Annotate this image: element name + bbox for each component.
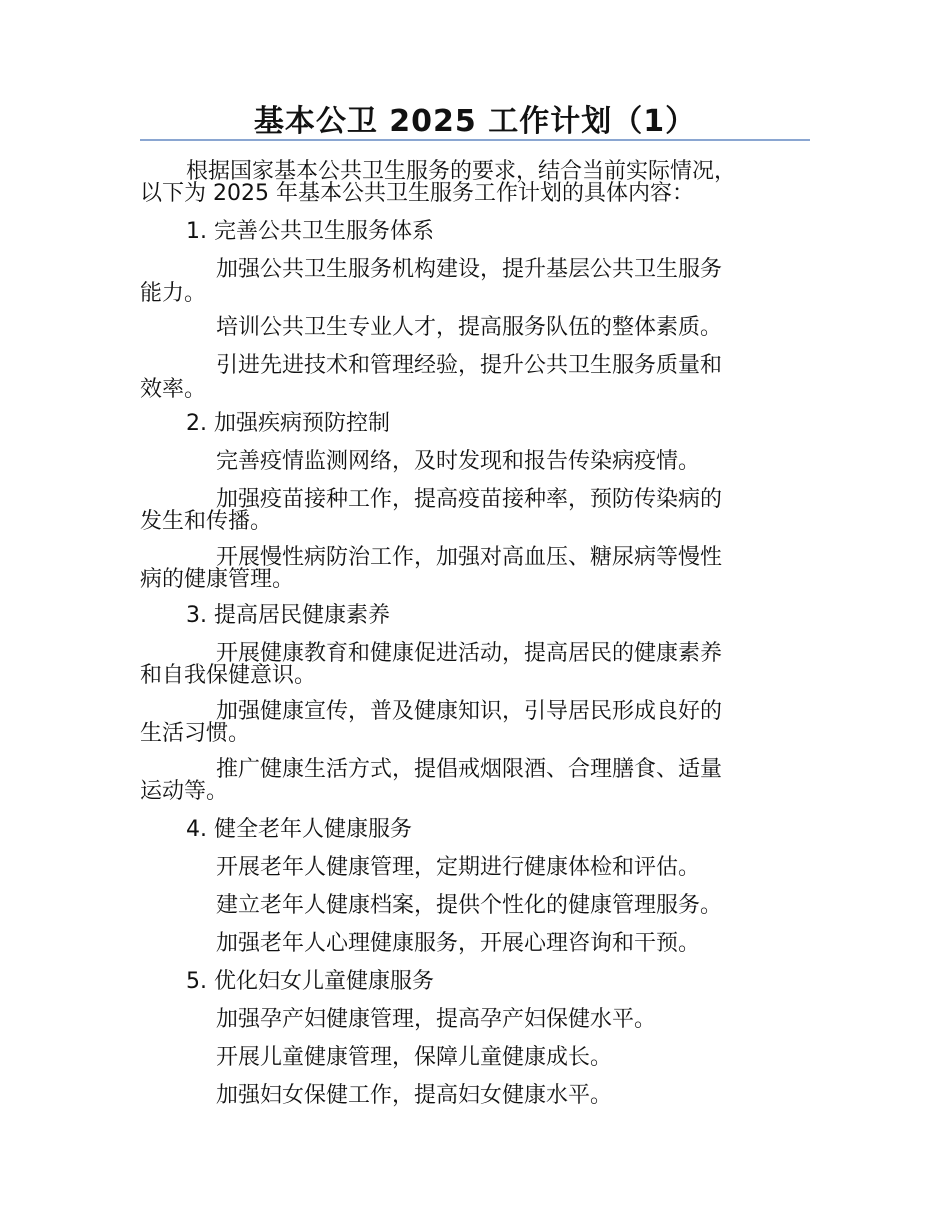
section-item: 培训公共卫生专业人才，提高服务队伍的整体素质。 (216, 315, 723, 340)
section-item-continuation: 能力。 (140, 281, 207, 306)
section-item: 推广健康生活方式，提倡戒烟限酒、合理膳食、适量 (216, 757, 723, 782)
section-item: 加强公共卫生服务机构建设，提升基层公共卫生服务 (216, 257, 723, 282)
section-item: 建立老年人健康档案，提供个性化的健康管理服务。 (216, 893, 723, 918)
section-heading: 1. 完善公共卫生服务体系 (186, 219, 434, 244)
section-item: 开展健康教育和健康促进活动，提高居民的健康素养 (216, 641, 723, 666)
section-item-continuation: 和自我保健意识。 (140, 663, 317, 688)
section-item: 加强健康宣传，普及健康知识，引导居民形成良好的 (216, 699, 723, 724)
section-item: 开展慢性病防治工作，加强对高血压、糖尿病等慢性 (216, 545, 723, 570)
section-item: 完善疫情监测网络，及时发现和报告传染病疫情。 (216, 449, 701, 474)
section-item: 加强孕产妇健康管理，提高孕产妇保健水平。 (216, 1007, 657, 1032)
title-underline (140, 139, 810, 141)
section-heading: 5. 优化妇女儿童健康服务 (186, 969, 434, 994)
section-heading: 3. 提高居民健康素养 (186, 603, 390, 628)
document-title: 基本公卫 2025 工作计划（1） (253, 104, 697, 139)
section-heading: 4. 健全老年人健康服务 (186, 817, 412, 842)
section-item: 开展老年人健康管理，定期进行健康体检和评估。 (216, 855, 701, 880)
intro-line-1: 根据国家基本公共卫生服务的要求，结合当前实际情况， (186, 159, 737, 184)
section-item-continuation: 生活习惯。 (140, 721, 251, 746)
section-item-continuation: 效率。 (140, 377, 207, 402)
section-item: 加强老年人心理健康服务，开展心理咨询和干预。 (216, 931, 701, 956)
section-heading: 2. 加强疾病预防控制 (186, 411, 390, 436)
section-item-continuation: 发生和传播。 (140, 509, 273, 534)
intro-line-2: 以下为 2025 年基本公共卫生服务工作计划的具体内容： (140, 181, 694, 206)
section-item: 加强妇女保健工作，提高妇女健康水平。 (216, 1083, 613, 1108)
section-item: 加强疫苗接种工作，提高疫苗接种率，预防传染病的 (216, 487, 723, 512)
section-item-continuation: 病的健康管理。 (140, 567, 295, 592)
section-item: 引进先进技术和管理经验，提升公共卫生服务质量和 (216, 353, 723, 378)
section-item-continuation: 运动等。 (140, 779, 229, 804)
section-item: 开展儿童健康管理，保障儿童健康成长。 (216, 1045, 613, 1070)
